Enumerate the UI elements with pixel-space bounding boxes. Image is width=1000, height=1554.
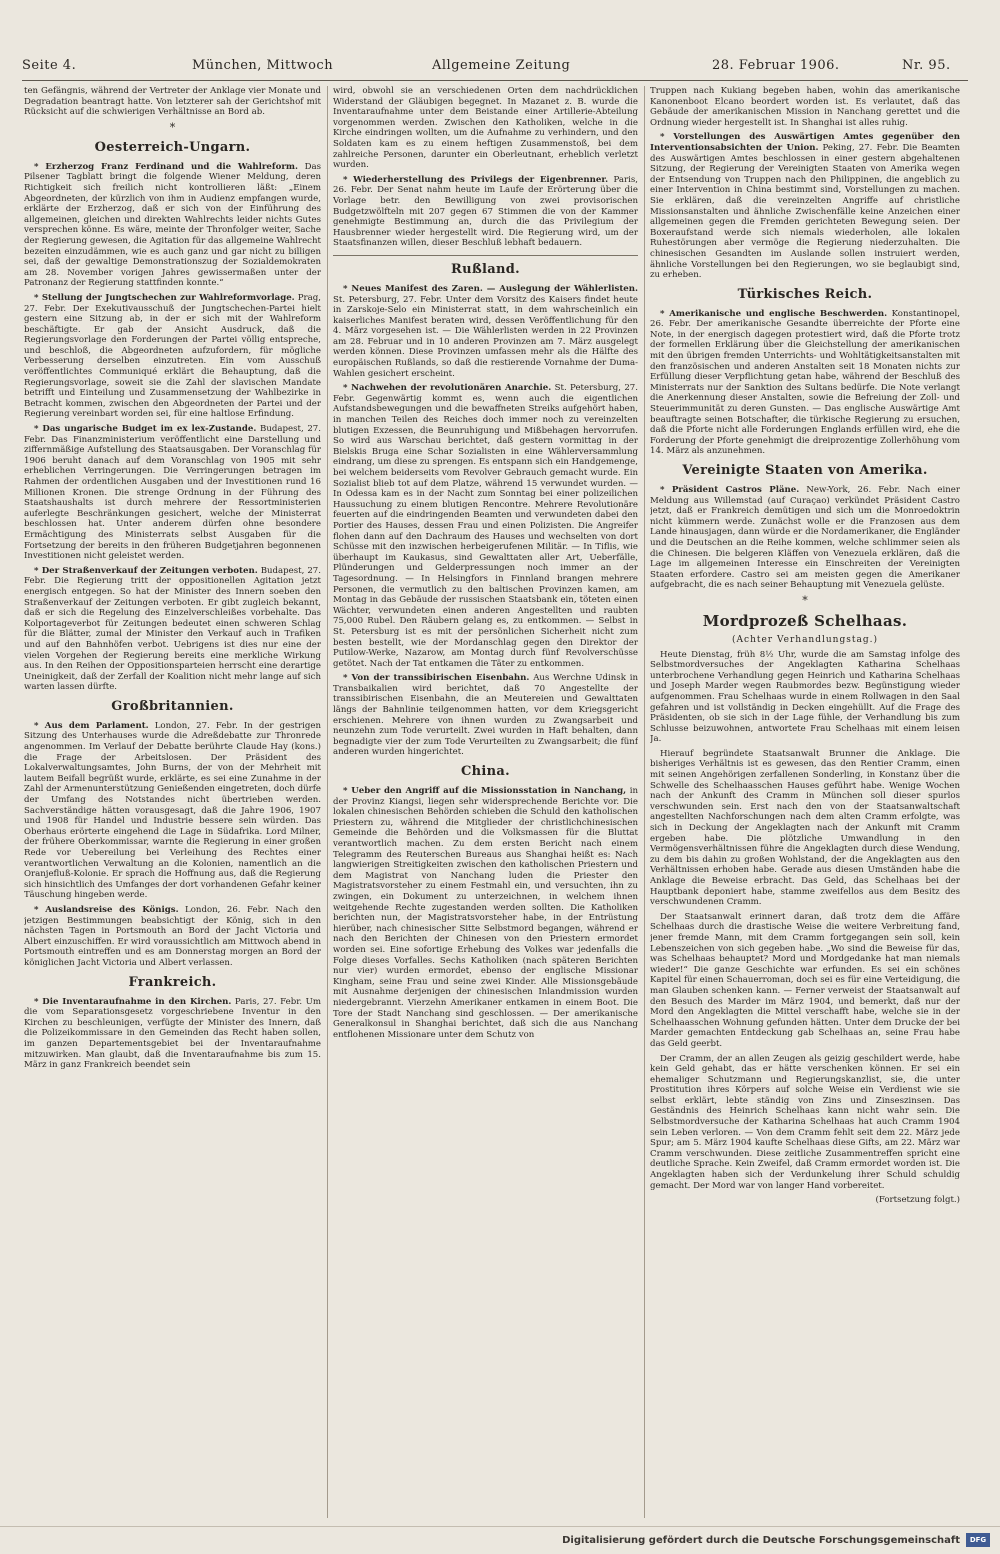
- page-number: Seite 4.: [22, 58, 77, 73]
- article-paragraph: Der Cramm, der an allen Zeugen als geizig geschildert werde, habe kein Geld gehabt, das er hätte verschenken können. Er sei ein ehemaliger Schutzmann und Regierungskanzlist, sie, die unter Prostitution ihres Körpers auf solche Weise ein Verdienst wie sie selbst erklärt, lebte ständig von Zins und Zinseszinsen. Das Geständnis des Heinrich Schelhaas kann nicht wahr sein. Die Selbstmordversuche der Katharina Schelhaas hat auch Cramm 1904 sein Leben verloren. — Von dem Cramm fehlt seit dem 22. März jede Spur; am 5. März 1904 kaufte Schelhaas diese Gifts, am 22. März war Cramm verschwunden. Diese zeitliche Zusammentreffen spricht eine deutliche Sprache. Kein Zweifel, daß Cramm ermordet worden ist. Die Angeklagten haben sich der Verdunkelung ihrer Schuld schuldig gemacht. Der Mord war von langer Hand vorbereitet.: [650, 1053, 960, 1191]
- section-rule: [333, 255, 638, 256]
- article: [650, 309, 960, 457]
- article-body: Aus Werchne Udinsk in Transbaikalien wird berichtet, daß 70 Angestellte der transsibirischen Eisenbahn, die an Meutereien und Gewalttaten längs der Bahnlinie teilgenommen hatten, vor dem Kriegsgericht erschienen. Mehrere von ihnen wurden zu Zwangsarbeit und neunzehn zum Tode verurteilt. Zwei wurden in Haft behalten, dann begnadigte vier der zum Tode Verurteilten zu Zwangsarbeit; die fünf anderen wurden hingerichtet.: [333, 673, 638, 758]
- article-headline: * Auslandsreise des Königs.: [34, 904, 179, 915]
- article-headline: * Wiederherstellung des Privilegs der Eigenbrenner.: [343, 174, 609, 185]
- article-body: Konstantinopel, 26. Febr. Der amerikanische Gesandte überreichte der Pforte eine Note, in der energisch dagegen protestiert wird, daß die Pforte trotz der formellen Erklärung über die Gleichstellung der amerikanischen mit den übrigen fremden Unterrichts- und Wohltätigkeitsanstalten mit den französischen und anderen Anstalten seit 18 Monaten nichts zur Erfüllung dieser Verpflichtung getan habe, während der Beschluß des Ministerrats nur der Sanktion des Sultans bedürfe. Die Note verlangt die Anerkennung dieser Anstalten, sowie die Befreiung der Zoll- und Steuerimmunität zu deren Gunsten. — Das englische Auswärtige Amt beauftragte seinen Botschafter, die türkische Regierung zu ersuchen, daß die Pforte nicht alle Forderungen Englands erfüllen wird, ehe die Forderung der Pforte genehmigt die dreiprozentige Zollerhöhung vom 14. März als anzunehmen.: [650, 308, 960, 457]
- column-divider: [644, 86, 645, 1518]
- article: [24, 424, 321, 562]
- article-continuation: Truppen nach Kukiang begeben haben, wohin das amerikanische Kanonenboot Elcano beordert worden ist. Es verlautet, daß das Gebäude der amerikanischen Mission in Nanchang gerettet und die Ordnung wieder hergestellt ist. In Shanghai ist alles ruhig.: [650, 86, 960, 128]
- article-body: St. Petersburg, 27. Febr. Gegenwärtig kommt es, wenn auch die eigentlichen Aufstandsbewegungen und die bewaffneten Streiks aufgehört haben, in manchen Teilen des Reiches doch immer noch zu vereinzelten blutigen Exzessen, die Beunruhigung und Mißbehagen hervorrufen. So wird aus Warschau berichtet, daß gestern vormittag in der Bielskis Bruga eine Schar Sozialisten in eine Wählerversammlung eindrang, um diese zu sprengen. Es entspann sich ein Handgemenge, bei welchem beiderseits vom Revolver Gebrauch gemacht wurde. Ein Sozialist blieb tot auf dem Platze, während 15 verwundet wurden. — In Odessa kam es in der Nacht zum Sonntag bei einer polizeilichen Haussuchung zu einem blutigen Rencontre. Mehrere Revolutionäre feuerten auf die eindringenden Beamten und verwundeten dabei den Portier des Hauses, dessen Frau und einen Polizisten. Die Angreifer flohen dann auf den Dachraum des Hauses und wechselten von dort Schüsse mit den inzwischen herbeigerufenen Militär. — In Tiflis, wie überhaupt im Kaukasus, sind Gewalttaten aller Art, Ueberfälle, Plünderungen und Gelderpressungen noch immer an der Tagesordnung. — In Helsingfors in Finnland brangen mehrere Personen, die vermutlich zu den baltischen Provinzen kamen, am Montag in das Gebäude der russischen Staatsbank ein, töteten einen Wächter, verwundeten einen anderen Angestellten und raubten 75,000 Rubel. Den Räubern gelang es, zu entkommen. — Selbst in St. Petersburg ist es mit der persönlichen Sicherheit nicht zum besten bestellt, wie der Mordanschlag gegen den Direktor der Putilow-Werke, Nazarow, am Montag durch fünf Revolverschüsse getötet. Nach der Tat entkamen die Täter zu entkommen.: [333, 383, 638, 669]
- article-headline: * Neues Manifest des Zaren. — Auslegung der Wählerlisten.: [343, 283, 638, 294]
- article-paragraph: Hierauf begründete Staatsanwalt Brunner die Anklage. Die bisheriges Verhältnis ist es gewesen, das den Rentier Cramm, einen mit seinen Angehörigen zerfallenen Sonderling, in Konstanz über die Schwelle des Schelhaasschen Hauses geführt habe. Wenige Wochen nach der Ankunft des Cramm in München soll dieser spurlos verschwunden sein. Erst nach den von der Staatsanwaltschaft angestellten Nachforschungen nach dem alten Cramm erfolgte, was sich in Deckung der Angeklagten nach der Ankunft mit Cramm ergeben habe. Die plötzliche Umwandlung in den Vermögensverhältnissen führe die Angeklagten durch diese Wendung, zu dem bis dahin zu großen Wohlstand, der die Angeklagten aus den Verhältnissen erhoben habe. Gerade aus diesen Umständen habe die Anklage die Beweise erbracht. Das Geld, das Schelhaas bei der Hauptbank deponiert habe, stamme zweifellos aus dem Besitz des verschwundenen Cramm.: [650, 748, 960, 908]
- column-2: [333, 86, 638, 1518]
- article-headline: * Vorstellungen des Auswärtigen Amtes gegenüber den Interventionsabsichten der Union.: [650, 132, 960, 153]
- column-divider: [327, 86, 328, 1518]
- issue-date: 28. Februar 1906.: [712, 58, 840, 73]
- section-heading-russia: Rußland.: [451, 261, 520, 277]
- article-body: Budapest, 27. Febr. Das Finanzministerium veröffentlicht eine Darstellung und ziffernmäßige Aufstellung des Staatsausgaben. Der Voranschlag für 1906 beruht danach auf dem Voranschlag von 1905 mit sehr erheblichen Verringerungen. Die Verringerungen betragen im Rahmen der ordentlichen Ausgaben und der Investitionen rund 16 Millionen Kronen. Die strenge Ordnung in der Führung des Staatshaushalts ist durch mehrere der Ressortministerien auferlegte Beschränkungen gesichert, welche der Ministerrat beschlossen hat. Unter anderem dürfen ohne besondere Ermächtigung des Ministerrats selbst Ausgaben für die Fortsetzung der bereits in den früheren Budgetjahren begonnenen Investitionen nicht geleistet werden.: [24, 424, 321, 562]
- article: [24, 905, 321, 969]
- article-body: St. Petersburg, 27. Febr. Unter dem Vorsitz des Kaisers findet heute in Zarskoje-Selo ein Ministerrat statt, in dem wahrscheinlich ein kaiserliches Manifest beraten wird, dessen Veröffentlichung für den 4. März vorgesehen ist. — Die Wählerlisten werden in 22 Provinzen am 28. Februar und in 10 anderen Provinzen am 7. März ausgelegt werden können. Diese Provinzen umfassen mehr als die Hälfte des europäischen Rußlands, so daß die restierende Vornahme der Duma-Wahlen gesichert erscheint.: [333, 294, 638, 379]
- continuation-note: (Fortsetzung folgt.): [875, 1195, 960, 1206]
- article-body: Paris, 27. Febr. Um die vom Separationsgesetz vorgeschriebene Inventur in den Kirchen zu beschleunigen, verfügte der Minister des Innern, daß die Polizeikommissare in den Gemeinden das Recht haben sollen, im ganzen Departementsgebiet bei der Inventaraufnahme mitzuwirken. Man glaubt, daß die Inventaraufnahme bis zum 15. März in ganz Frankreich beendet sein: [24, 996, 321, 1071]
- article-paragraph: Heute Dienstag, früh 8½ Uhr, wurde die am Samstag infolge des Selbstmordversuches der Angeklagten Katharina Schelhaas unterbrochene Verhandlung gegen Heinrich und Katharina Schelhaas und Joseph Marder wegen Raubmordes bezw. Begünstigung wieder aufgenommen. Frau Schelhaas wurde in einem Rollwagen in den Saal gefahren und ist vollständig in Decken eingehüllt. Auf die Frage des Präsidenten, ob sie sich in der Lage fühle, der Verhandlung bis zum Schlusse beizuwohnen, antwortete Frau Schelhaas mit einem leisen Ja.: [650, 649, 960, 745]
- article-body: Peking, 27. Febr. Die Beamten des Auswärtigen Amtes beschlossen in einer gestern abgehaltenen Sitzung, der Regierung der Vereinigten Staaten von Amerika wegen der Entsendung von Truppen nach den Philippinen, die angeblich zu einer Intervention in China bestimmt sind, Vorstellungen zu machen. Sie erklären, daß die vereinzelten Angriffe auf christliche Missionsanstalten und ähnliche Zwischenfälle keine Anzeichen einer allgemeinen gegen die Fremden gerichteten Bewegung seien. Der Boxeraufstand werde sich niemals wiederholen, alle lokalen Ruhestörungen aber vermöge die Regierung niederzuhalten. Die chinesischen Gesandten im Auslande sollen instruiert werden, ähnliche Vorstellungen bei den Regierungen, wo sie beglaubigt sind, zu erheben.: [650, 142, 960, 281]
- section-heading-france: Frankreich.: [128, 974, 217, 990]
- article-headline: * Ueber den Angriff auf die Missionsstation in Nanchang,: [343, 786, 627, 797]
- section-heading-murder-trial: Mordprozeß Schelhaas.: [702, 611, 908, 630]
- article: [333, 673, 638, 758]
- header-rule: [22, 80, 968, 81]
- column-3: [650, 86, 960, 1518]
- article-body: in der Provinz Kiangsi, liegen sehr widersprechende Berichte vor. Die lokalen chinesischen Behörden schieben die Schuld den katholischen Priestern zu, während die Mitglieder der christlichchinesischen Gemeinde die Behörden und die Volksmassen für die Bluttat verantwortlich machen. Zu dem ersten Bericht nach einem Telegramm des Reuterschen Bureaus aus Shanghai heißt es: Nach langwierigen Streitigkeiten zwischen den katholischen Priestern und dem Magistrat von Nanchang luden die Priester den Magistratsvorsteher zu einem Festmahl ein, und versuchten, ihn zu zwingen, ein Dokument zu unterzeichnen, in welchem ihnen weitgehende Rechte zugestanden werden sollten. Die Katholiken berichten nun, der Magistratsvorsteher habe, in der Entrüstung hierüber, nach chinesischer Sitte Selbstmord begangen, während er nach den Berichten der Chinesen von den Priestern ermordet worden sei. Eine sofortige Erhebung des Volkes war jedenfalls die Folge dieses Vorfalles. Sechs Katholiken (nach späteren Berichten nur vier) wurden ermordet, ebenso der englische Missionar Kingham, seine Frau und seine zwei Kinder. Alle Missionsgebäude mit Ausnahme derjenigen der chinesischen Inlandmission wurden niedergebrannt. Vierzehn Amerikaner entkamen in einem Boot. Die Tore der Stadt Nanchang sind geschlossen. — Der amerikanische Generalkonsul in Shanghai berichtet, daß sich die aus Nanchang entflohenen Missionare unter dem Schutz von: [333, 786, 638, 1040]
- article-paragraph: Der Staatsanwalt erinnert daran, daß trotz dem die Affäre Schelhaas durch die drastische Weise die weitere Verbreitung fand, jener fremde Mann, mit dem Cramm fortgegangen sein soll, kein Lebenszeichen von sich gegeben habe. „Wo sind die Beweise für das, was Schelhaas behauptet? Mord und Mordgedanke hat man niemals wieder!“ Die ganze Geschichte war erfunden. Es sei ein schönes Kapitel für einen Schauerroman, doch sei es für eine Verteidigung, die man Glauben schenken kann. — Ferner verweist der Staatsanwalt auf den Besuch des Marder im März 1904, und bemerkt, daß nur der Mord den Angeklagten die Mittel verschafft habe, welche sie in der Schelhaasschen Wohnung gefunden hätten. Unter dem Drucke der bei Marder gemachten Entdeckung gab Schelhaas an, seine Frau habe das Geld geerbt.: [650, 911, 960, 1049]
- section-heading-usa: Vereinigte Staaten von Amerika.: [682, 463, 928, 478]
- article: [24, 721, 321, 901]
- article-headline: * Präsident Castros Pläne.: [660, 485, 800, 495]
- article: [650, 132, 960, 280]
- article: [24, 566, 321, 693]
- section-heading-turkey: Türkisches Reich.: [737, 286, 873, 302]
- article-body: Paris, 26. Febr. Der Senat nahm heute im Laufe der Erörterung über die Vorlage betr. den Bewilligung von zwei provisorischen Budgetzwölfteln mit 207 gegen 67 Stimmen die von der Kammer genehmigte Bestimmung an, durch die das Privilegium der Hausbrenner wieder hergestellt wird. Die Regierung wird, um der Staatsfinanzen willen, dieser Beschluß lebhaft bedauern.: [333, 174, 638, 249]
- article-body: London, 26. Febr. Nach den jetzigen Bestimmungen beabsichtigt der König, sich in den nächsten Tagen in Portsmouth an Bord der Jacht Victoria und Albert einzuschiffen. Er wird voraussichtlich am Mittwoch abend in Portsmouth eintreffen und es am Donnerstag morgen an Bord der königlichen Jacht Victoria und Albert verlassen.: [24, 904, 321, 968]
- article-headline: * Nachwehen der revolutionären Anarchie.: [343, 383, 552, 394]
- section-heading-great-britain: Großbritannien.: [111, 698, 234, 714]
- article: [24, 162, 321, 289]
- article-headline: * Die Inventaraufnahme in den Kirchen.: [34, 996, 232, 1007]
- article-headline: * Der Straßenverkauf der Zeitungen verboten.: [34, 565, 258, 576]
- article-headline: * Aus dem Parlament.: [34, 720, 149, 731]
- newspaper-title: Allgemeine Zeitung: [432, 58, 571, 73]
- article: [333, 175, 638, 249]
- article: [333, 383, 638, 669]
- article: [650, 485, 960, 591]
- article-body: New-York, 26. Febr. Nach einer Meldung aus Willemstad (auf Curaçao) verkündet Präsident Castro jetzt, daß er Frankreich demütigen und sich um die Monroedoktrin nicht kümmern werde. Zunächst wolle er die Franzosen aus dem Lande hinausjagen, dann würde er die Nordamerikaner, die Engländer und die Deutschen an die Reihe kommen, welche schlimmer seien als die Chinesen. Die belgeren Kläffen von Venezuela erklären, daß die Lage im allgemeinen Interesse ein Einschreiten der Vereinigten Staaten erfordere. Castro sei am meisten gegen die Amerikaner aufgebracht, die es nach seiner Behauptung mit Venezuela gelüste.: [650, 485, 960, 591]
- section-heading-china: China.: [461, 764, 510, 780]
- funding-note: Digitalisierung gefördert durch die Deutsche Forschungsgemeinschaft: [562, 1535, 960, 1546]
- article: [24, 293, 321, 420]
- page-header: [22, 56, 968, 78]
- trial-day-subtitle: (Achter Verhandlungstag.): [732, 634, 878, 645]
- article-continuation: wird, obwohl sie an verschiedenen Orten dem nachdrücklichen Widerstand der Gläubigen begegnet. In Mazanet z. B. wurde die Inventaraufnahme unter dem Beistande einer Artillerie-Abteilung vorgenommen werden. Zwischen den Katholiken, welche in die Kirche eindringen wollten, um die Aufnahme zu verhindern, und den Soldaten kam es zu einem heftigen Zusammenstoß, bei dem zahlreiche Personen, darunter ein Oberleutnant, erheblich verletzt wurden.: [333, 86, 638, 171]
- article-headline: * Erzherzog Franz Ferdinand und die Wahlreform.: [34, 161, 298, 172]
- section-heading-austria: Oesterreich-Ungarn.: [94, 139, 251, 155]
- article: [333, 786, 638, 1040]
- article: [24, 997, 321, 1071]
- article-body: London, 27. Febr. In der gestrigen Sitzung des Unterhauses wurde die Adreßdebatte zur Thronrede angenommen. Im Verlauf der Debatte berührte Claude Hay (kons.) die Frage der Arbeitslosen. Der Präsident des Lokalverwaltungsamtes, John Burns, der von der Mehrheit mit lautem Beifall begrüßt wurde, erklärte, es sei eine Zunahme in der Zahl der Armenunterstützung Genießenden eingetreten, doch dürfe der Umfang des Notstandes nicht übertrieben werden. Sachverständige hätten vorausgesagt, daß die Jahre 1906, 1907 und 1908 für Handel und Industrie bessere sein würden. Das Oberhaus erörterte eingehend die Lage in Südafrika. Lord Milner, der frühere Oberkommissar, warnte die Regierung in einer großen Rede vor Uebereilung bei Verleihung des Rechtes einer verantwortlichen Verwaltung an die Kolonien, namentlich an die Oranjefluß-Kolonie. Er sprach die Hoffnung aus, daß die Regierung sich hinsichtlich des Umfanges der dort vorhandenen Gefahr keiner Täuschung hingeben werde.: [24, 720, 321, 901]
- article: [333, 284, 638, 379]
- article-headline: * Amerikanische und englische Beschwerden.: [660, 308, 888, 319]
- article-body: Budapest, 27. Febr. Die Regierung tritt der oppositionellen Agitation jetzt energisch entgegen. So hat der Minister des Innern soeben den Straßenverkauf der Zeitungen verboten. Er gibt zugleich bekannt, daß er sich die Regelung des Einzelverschleißes vorbehalte. Das Kolportageverbot für Zeitungen bedeutet einen schweren Schlag für die Blätter, zumal der Minister den Verkauf auch in Trafiken und auf den Bahnhöfen verbot. Uebrigens ist dies nur eine der vielen Vorgehen der Regierung bereits eine merkliche Wirkung aus. In den Reihen der Oppositionsparteien herrscht eine derartige Uneinigkeit, daß der Zerfall der Koalition nicht mehr lange auf sich warten lassen dürfte.: [24, 565, 321, 693]
- place-day: München, Mittwoch: [192, 58, 334, 73]
- article-body: Prag, 27. Febr. Der Exekutivausschuß der Jungtschechen-Partei hielt gestern eine Sitzung ab, in der er sich mit der Wahlreform beschäftigte. Er gab der Ansicht Ausdruck, daß die Regierungsvorlage den Forderungen der Partei völlig entspreche, und beschloß, die Abgeordneten aufzufordern, für mögliche Verbesserung derselben einzutreten. Ein vom Ausschuß veröffentlichtes Communiqué erklärt die Behauptung, daß die Regierungsvorlage, soweit sie die Zahl der slavischen Mandate betrifft und Einteilung und Zusammensetzung der Wahlbezirke in Betracht kommen, zwischen den Abgeordneten der Partei und der Regierung vereinbart worden sei, für eine haltlose Erfindung.: [24, 292, 321, 420]
- article-headline: * Stellung der Jungtschechen zur Wahlreformvorlage.: [34, 292, 295, 303]
- separator-star: *: [169, 120, 176, 134]
- article-continuation: ten Gefängnis, während der Vertreter der Anklage vier Monate und Degradation beantragt hatte. Von letzterer sah der Gerichtshof mit Rücksicht auf die schwierigen Verhältnisse an Bord ab.: [24, 86, 321, 118]
- digitization-footer: [0, 1526, 1000, 1554]
- issue-number: Nr. 95.: [902, 58, 951, 73]
- separator-star: *: [802, 593, 808, 607]
- dfg-logo-icon: DFG: [966, 1533, 990, 1547]
- article-headline: * Das ungarische Budget im ex lex-Zustande.: [34, 424, 257, 435]
- article-headline: * Von der transsibirischen Eisenbahn.: [343, 673, 530, 684]
- article-body: Das Pilsener Tagblatt bringt die folgende Wiener Meldung, deren Richtigkeit sich freilich nicht kontrollieren läßt: „Einem Abgeordneten, der kürzlich von ihm in Audienz empfangen wurde, erklärte der Erzherzog, daß er sich von der Einführung des allgemeinen, gleichen und direkten Wahlrechts leider nichts Gutes versprechen könne. Es wäre, meinte der Thronfolger weiter, Sache der Regierung gewesen, die Agitation für das allgemeine Wahlrecht bezeiten einzudämmen, wie es auch ganz und gar nicht zu billigen sei, daß der gewaltige Demonstrationszug der Sozialdemokraten am 28. November vorigen Jahres gewissermaßen unter der Patronanz der Regierung stattfinden konnte.“: [24, 161, 321, 289]
- column-1: [24, 86, 321, 1518]
